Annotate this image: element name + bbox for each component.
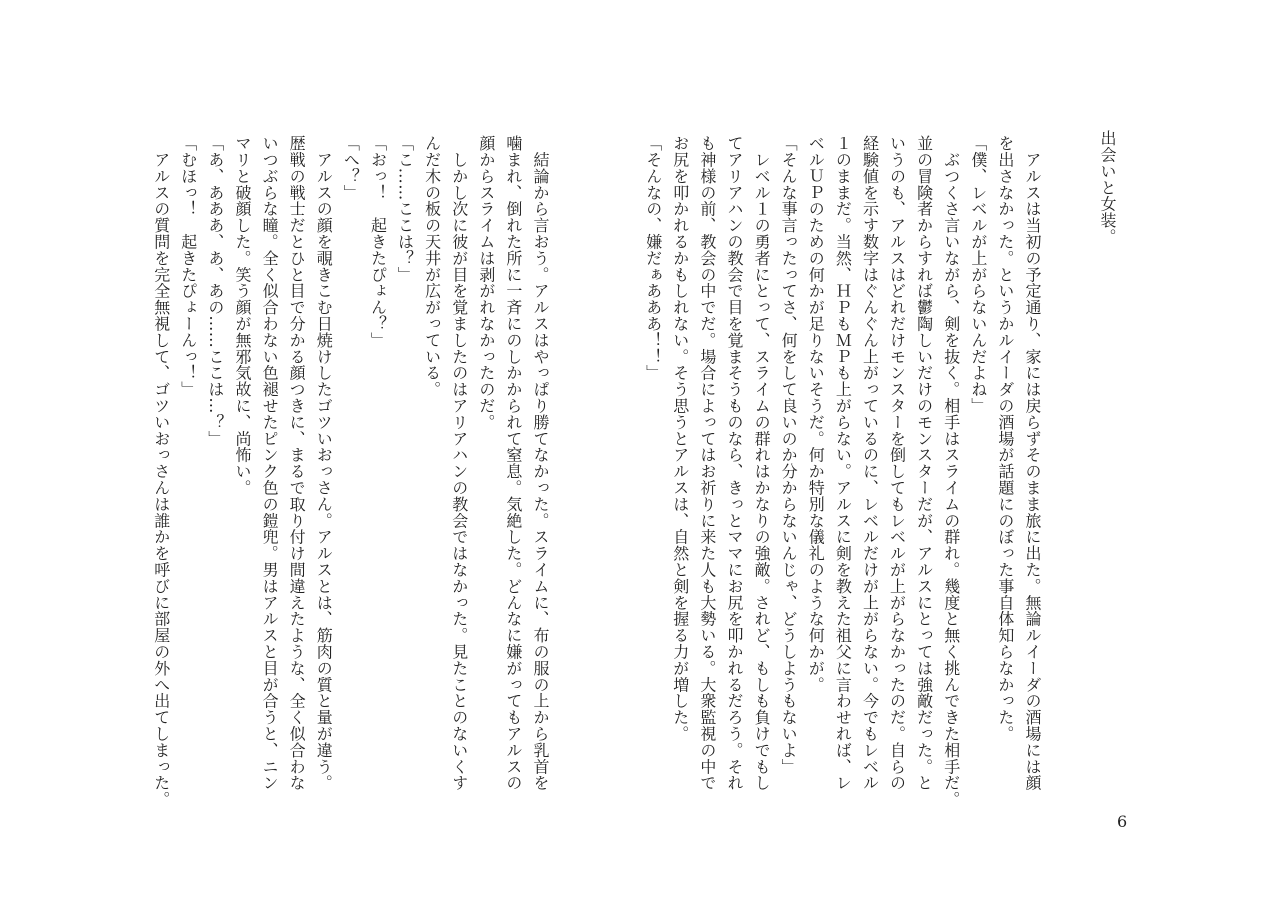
text-line: 「こ……ここは？」	[395, 135, 415, 283]
text-line: 歴戦の戦士だとひと目で分かる顔つきに、まるで取り付け間違えたような、全く似合わな	[287, 135, 307, 791]
text-line: アルスの質問を完全無視して、ゴツいおっさんは誰かを呼びに部屋の外へ出てしまった。	[151, 135, 171, 808]
text-line: も神様の前、教会の中でだ。場合によってはお祈りに来た人も大勢いる。大衆監視の中で	[697, 135, 717, 791]
right-page-text	[640, 135, 1046, 815]
text-line: を出さなかった。というかルイーダの酒場が話題にのぼった事自体知らなかった。	[995, 135, 1015, 742]
text-line: てアリアハンの教会で目を覚まそうものなら、きっとママにお尻を叩かれるだろう。それ	[724, 135, 744, 791]
text-line: 噛まれ、倒れた所に一斉にのしかかられて窒息。気絶した。どんなに嫌がってもアルスの	[503, 135, 523, 791]
text-line: 並の冒険者からすれば鬱陶しいだけのモンスターだが、アルスにとっては強敵だった。と	[914, 135, 934, 791]
text-line: いうのも、アルスはどれだけモンスターを倒してもレベルが上がらなかったのだ。自らの	[887, 135, 907, 791]
text-line: 「おっ！ 起きたぴょん？」	[368, 135, 388, 349]
text-line: お尻を叩かれるかもしれない。そう思うとアルスは、自然と剣を握る力が増した。	[670, 135, 690, 742]
text-line: マリと破顔した。笑う顔が無邪気故に、尚怖い。	[232, 135, 252, 496]
text-line: アルスの顔を覗きこむ日焼けしたゴツいおっさん。アルスとは、筋肉の質と量が違う。	[314, 135, 334, 791]
text-line: ぶつくさ言いながら、剣を抜く。相手はスライムの群れ。幾度と無く挑んできた相手だ。	[941, 135, 961, 808]
text-line: １のままだ。当然、ＨＰもＭＰも上がらない。アルスに剣を教えた祖父に言わせれば、レ	[833, 135, 853, 791]
text-line: 「へ？」	[341, 135, 361, 201]
text-line: 顔からスライムは剥がれなかったのだ。	[476, 135, 496, 431]
text-line: 結論から言おう。アルスはやっぱり勝てなかった。スライムに、布の服の上から乳首を	[531, 135, 550, 791]
left-page-text	[148, 135, 554, 815]
text-line: アルスは当初の予定通り、家には戻らずそのまま旅に出た。無論ルイーダの酒場には顔	[1023, 135, 1042, 791]
text-line: しかし次に彼が目を覚ましたのはアリアハンの教会ではなかった。見たことのないくす	[449, 135, 469, 791]
text-line: 「そんな事言ったってさ、何をして良いのか分からないんじゃ、どうしようもないよ」	[779, 135, 799, 775]
text-line: んだ木の板の天井が広がっている。	[422, 135, 442, 398]
text-line: 「あ、あああ、あ、あの……ここは…？」	[205, 135, 225, 447]
chapter-title: 出会いと女装。	[1098, 130, 1117, 245]
text-line: レベル１の勇者にとって、スライムの群れはかなりの強敵。されど、もしも負けでもし	[752, 135, 772, 791]
page-number: 6	[1117, 812, 1128, 831]
text-line: いつぶらな瞳。全く似合わない色褪せたピンク色の鎧兜。男はアルスと目が合うと、ニン	[260, 135, 280, 791]
text-line: 「むほっ！ 起きたぴょーんっ！」	[178, 135, 198, 398]
text-line: 「そんなの、嫌だぁあああ！！」	[643, 135, 663, 381]
text-line: 「僕、レベルが上がらないんだよね」	[968, 135, 988, 414]
text-line: ベルＵＰのための何かが足りないそうだ。何か特別な儀礼のような何かが。	[806, 135, 826, 693]
text-line: 経験値を示す数字はぐんぐん上がっているのに、レベルだけが上がらない。今でもレベル	[860, 135, 880, 791]
